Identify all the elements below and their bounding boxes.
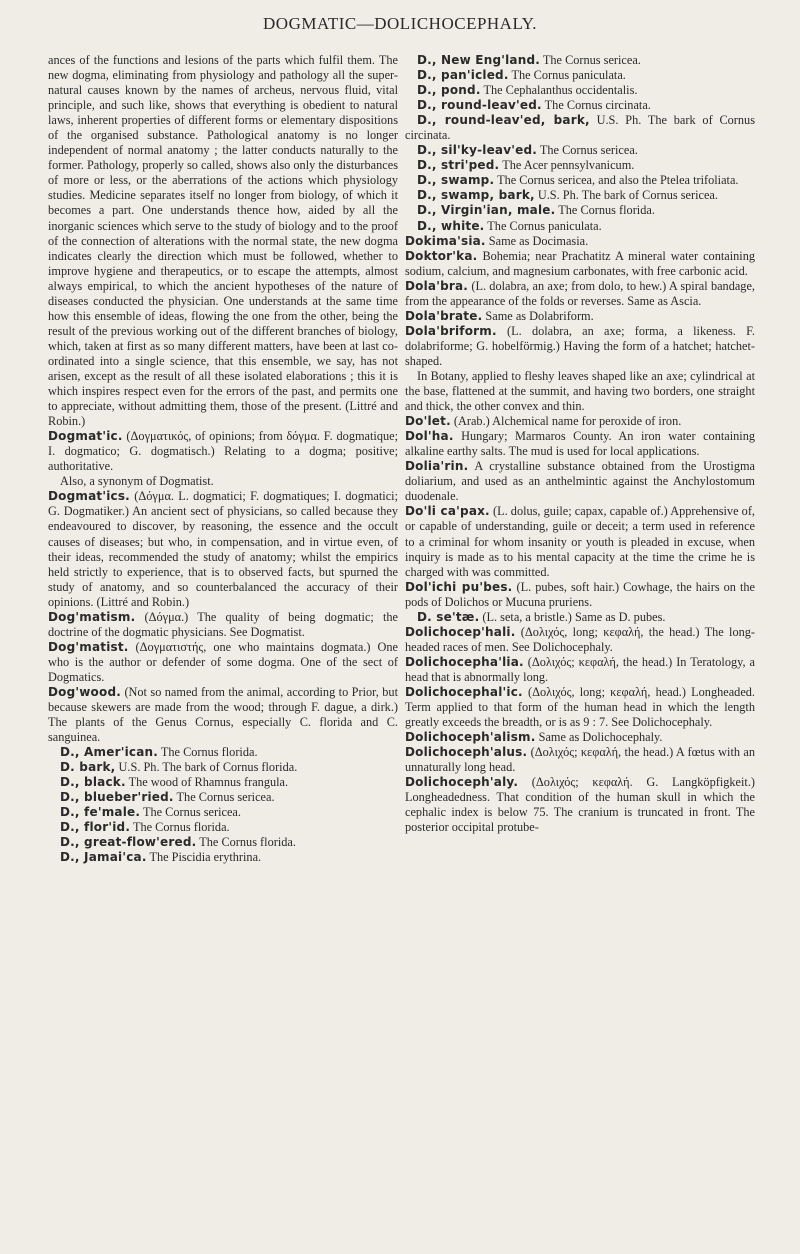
entry-text: The Cornus paniculata. (511, 68, 626, 83)
dictionary-entry (48, 745, 398, 760)
dictionary-entry (48, 53, 398, 429)
entry-text: Bohemia; near Prachatitz A mineral water containing sodium, calcium, and magnesium carbonates, with free carbonic acid. (405, 248, 755, 278)
dictionary-entry (405, 249, 755, 279)
entry-text: (L. seta, a bristle.) Same as D. pubes. (482, 609, 666, 624)
dictionary-entry (405, 580, 755, 610)
entry-text: The Cornus sericea. (539, 143, 638, 158)
entry-text: The Cornus sericea. (542, 53, 641, 67)
dictionary-entry (405, 113, 755, 143)
dictionary-entry (405, 324, 755, 369)
entry-headword: D., great-flow'ered. (60, 835, 197, 850)
entry-headword: Dog'matist. (48, 639, 129, 654)
entry-text: (Δολιχός, long; κεφαλή, the head.) The long-headed races of men. See Dolichocephaly. (405, 624, 755, 654)
dictionary-entry (405, 234, 755, 249)
entry-headword: Dog'wood. (48, 684, 121, 699)
entry-text: (Not so named from the animal, according to Prior, but because skewers are made from the wood; through F. dague, a dirk.) The plants of the Genus Cornus, especially C. florida and C. sanguinea. (48, 684, 398, 745)
entry-text: (Δογματιστής, one who maintains dogmata.) One who is the author or defender of some dogma. One of the sect of Dogmatics. (48, 639, 398, 684)
entry-headword: D., black. (60, 775, 126, 790)
entry-text: The Cornus florida. (558, 203, 655, 218)
dictionary-entry (405, 655, 755, 685)
entry-headword: D., sil'ky-leav'ed. (417, 143, 538, 158)
entry-headword: Dola'bra. (405, 278, 469, 293)
dictionary-entry (405, 83, 755, 98)
dictionary-entry (405, 173, 755, 188)
dictionary-entry (48, 640, 398, 685)
entry-headword: D., blueber'ried. (60, 790, 174, 805)
entry-headword: D., round-leav'ed. (417, 98, 542, 113)
entry-headword: D., fe'male. (60, 805, 141, 820)
entry-headword: D., flor'id. (60, 820, 131, 835)
entry-text: (Δολιχός, long; κεφαλή, head.) Longheaded. Term applied to that form of the human head in which the length greatly exceeds the breadth, or is as 9 : 7. See Dolichocephaly. (405, 684, 755, 730)
entry-text: Same as Dolabriform. (485, 308, 594, 323)
dictionary-entry (48, 850, 398, 865)
dictionary-entry (405, 68, 755, 83)
dictionary-entry (405, 158, 755, 173)
entry-headword: Dolichoceph'alism. (405, 730, 536, 745)
entry-text: Also, a synonym of Dogmatist. (60, 474, 214, 489)
dictionary-entry (405, 143, 755, 158)
entry-text: The Cornus florida. (199, 835, 296, 850)
dictionary-entry (405, 429, 755, 459)
entry-text: The Piscidia erythrina. (149, 850, 262, 865)
dictionary-entry (405, 309, 755, 324)
entry-headword: Dogmat'ics. (48, 489, 130, 504)
entry-headword: Do'let. (405, 414, 451, 429)
entry-text: (Δολιχός; κεφαλή. G. Langköpfigkeit.) Longheadedness. That condition of the human skull in which the cephalic index is below 75. The cranium is truncated in front. The posterior occipital protube- (405, 775, 755, 835)
entry-headword: Dog'matism. (48, 609, 136, 624)
dictionary-entry (405, 203, 755, 218)
dictionary-entry (405, 279, 755, 309)
entry-headword: Dolichocepha'lia. (405, 654, 524, 669)
dictionary-entry (405, 414, 755, 429)
entry-headword: D., swamp. (417, 173, 495, 188)
entry-headword: Dol'ichi pu'bes. (405, 579, 513, 594)
dictionary-entry (48, 760, 398, 775)
dictionary-entry (48, 474, 398, 489)
entry-text: The Cornus florida. (132, 820, 230, 835)
dictionary-entry (405, 459, 755, 504)
entry-text: The wood of Rhamnus frangula. (128, 775, 289, 790)
entry-headword: Dolichocephal'ic. (405, 684, 523, 699)
entry-headword: Dolichoceph'aly. (405, 775, 519, 790)
dictionary-entry (405, 219, 755, 234)
entry-headword: D., Jamai'ca. (60, 850, 147, 865)
entry-headword: D., white. (417, 218, 485, 233)
entry-headword: D., pan'icled. (417, 68, 509, 83)
entry-headword: Dolichoceph'alus. (405, 745, 528, 760)
entry-text: The Acer pennsylvanicum. (502, 158, 635, 173)
entry-text: (L. dolus, guile; capax, capable of.) Apprehensive of, or capable of understanding, guile or deceit; a term used in reference to a criminal for whom insanity or youth is pleaded in excuse, when inquiry is made as to his mental capacity at the time the crime he is charged with was committed. (405, 504, 755, 579)
entry-text: U.S. Ph. The bark of Cornus circinata. (405, 113, 755, 143)
entry-headword: D., pond. (417, 83, 481, 98)
dictionary-entry (48, 685, 398, 745)
dictionary-entry (405, 188, 755, 203)
entry-text: Same as Docimasia. (488, 233, 589, 248)
dictionary-entry (405, 745, 755, 775)
entry-text: (L. dolabra, an axe; forma, a likeness. F. dolabriforme; G. hobelförmig.) Having the form of a hatchet; hatchet-shaped. (405, 323, 755, 368)
entry-text: The Cornus sericea, and also the Ptelea trifoliata. (497, 173, 739, 188)
entry-text: In Botany, applied to fleshy leaves shaped like an axe; cylindrical at the base, flattened at the summit, and having two borders, one straight and thick, the other convex and thin. (405, 368, 755, 414)
entry-headword: Dol'ha. (405, 429, 454, 444)
page-header: DOGMATIC—DOLICHOCEPHALY. (263, 14, 537, 33)
dictionary-entry (405, 775, 755, 835)
entry-text: (Δόγμα. L. dogmatici; F. dogmatiques; I. dogmatici; G. Dogmatiker.) An ancient sect of physicians, so called because they endeavoured to discover, by reasoning, the essence and the occult causes of diseases; but who, in compensation, and in virtue even, of their ideas, recommended the study of anatomy; whilst the empirics held strictly to experience, that is to observed facts, but spurned the study of anatomy, and so counterbalanced the accuracy of their opinions. (Littré and Robin.) (48, 489, 398, 609)
entry-text: (L. pubes, soft hair.) Cowhage, the hairs on the pods of Dolichos or Mucuna pruriens. (405, 579, 755, 609)
entry-text: (Δολιχός; κεφαλή, the head.) In Teratology, a head that is abnormally long. (405, 654, 755, 684)
entry-headword: D., stri'ped. (417, 158, 500, 173)
entry-headword: Dolichocep'hali. (405, 624, 516, 639)
entry-headword: Doktor'ka. (405, 248, 478, 263)
entry-text: Same as Dolichocephaly. (538, 730, 663, 745)
entry-headword: Dokima'sia. (405, 233, 486, 248)
dictionary-entry (405, 53, 755, 68)
entry-headword: D. bark, (60, 760, 116, 775)
dictionary-entry (405, 98, 755, 113)
dictionary-entry (405, 369, 755, 414)
entry-headword: Do'li ca'pax. (405, 504, 490, 519)
dictionary-entry (405, 504, 755, 579)
entry-text: (Arab.) Alchemical name for peroxide of iron. (453, 414, 682, 429)
entry-text: U.S. Ph. The bark of Cornus florida. (118, 760, 298, 775)
dictionary-entry (48, 820, 398, 835)
entry-headword: D., Virgin'ian, male. (417, 203, 556, 218)
entry-headword: Dogmat'ic. (48, 429, 123, 444)
dictionary-entry (48, 805, 398, 820)
dictionary-entry (405, 730, 755, 745)
entry-headword: D., round-leav'ed, bark, (417, 113, 590, 128)
dictionary-entry (48, 610, 398, 640)
entry-text: (Δολιχός; κεφαλή, the head.) A fœtus with an unnaturally long head. (405, 745, 755, 775)
entry-text: The Cornus paniculata. (487, 218, 602, 233)
entry-text: The Cephalanthus occidentalis. (483, 83, 638, 98)
entry-text: The Cornus sericea. (142, 805, 241, 820)
dictionary-entry (405, 685, 755, 730)
entry-text: The Cornus circinata. (544, 98, 651, 113)
entry-text: A crystalline substance obtained from the Urostigma doliarium, and used as an anthelmintic against the Anchylostomum duodenale. (405, 459, 755, 504)
dictionary-entry (48, 790, 398, 805)
dictionary-entry (405, 625, 755, 655)
entry-text: (Δογματικός, of opinions; from δόγμα. F. dogmatique; I. dogmatico; G. dogmatisch.) Relating to a dogma; positive; authoritative. (48, 429, 398, 474)
entry-text: (L. dolabra, an axe; from dolo, to hew.) A spiral bandage, from the appearance of the folds or reverses. Same as Ascia. (405, 278, 755, 308)
dictionary-entry (405, 610, 755, 625)
entry-text: The Cornus florida. (160, 745, 258, 760)
dictionary-entry (48, 429, 398, 474)
left-column (48, 53, 398, 1243)
entry-text: ances of the functions and lesions of the parts which fulfil them. The new dogma, eliminating from physiology and pathology all the super-natural causes known by the names of archeus, nervous fluid, vital principle, and such like, shows that everything is obedient to natural laws, inherent properties of different forms or elementary dispositions of the organised substance. Pathological anatomy is no longer independent of normal anatomy ; the latter conducts naturally to the former. Pathology, properly so called, shows also only the disturbances of more or less, or the aberrations of the actions which physiology studies. Medicine separates itself no longer from biology, of which it becomes a part. One understands thence how, aided by all the inorganic sciences which serve to the study of biology and to the proof of the connection of alterations with the normal state, the new dogma indicates clearly the direction which must be followed, whether to improve hygiene and therapeutics, or to escape the attempts, almost always empirical, to which the ancient hypotheses of the nature of diseases conducted the physician. One understands at the same time how this ensemble of ideas, flowing the one from the other, being the result of the previous working out of the different branches of biology, which, taken at first as so many different matters, have been at last co-ordinated into a single science, that this ensemble, we say, has not arisen, except as the result of all these isolated elaborations ; this it is which inspires respect even for the errors of the past, and permits one to appreciate, without admitting them, those of the present. (Littré and Robin.) (48, 53, 398, 429)
entry-headword: D., New Eng'land. (417, 53, 541, 67)
dictionary-entry (48, 775, 398, 790)
entry-text: Hungary; Marmaros County. An iron water containing alkaline earthy salts. The mud is used for local applications. (405, 429, 755, 459)
dictionary-entry (48, 489, 398, 609)
entry-text: The Cornus sericea. (176, 790, 275, 805)
entry-headword: D. se'tæ. (417, 609, 480, 624)
entry-text: (Δόγμα.) The quality of being dogmatic; the doctrine of the dogmatic physicians. See Dogmatist. (48, 609, 398, 639)
entry-headword: Dola'brate. (405, 308, 483, 323)
entry-headword: Dola'briform. (405, 323, 497, 338)
right-column (405, 53, 755, 1243)
entry-headword: D., Amer'ican. (60, 745, 159, 760)
entry-headword: D., swamp, bark, (417, 188, 535, 203)
entry-headword: Dolia'rin. (405, 459, 469, 474)
entry-text: U.S. Ph. The bark of Cornus sericea. (537, 188, 718, 203)
dictionary-entry (48, 835, 398, 850)
